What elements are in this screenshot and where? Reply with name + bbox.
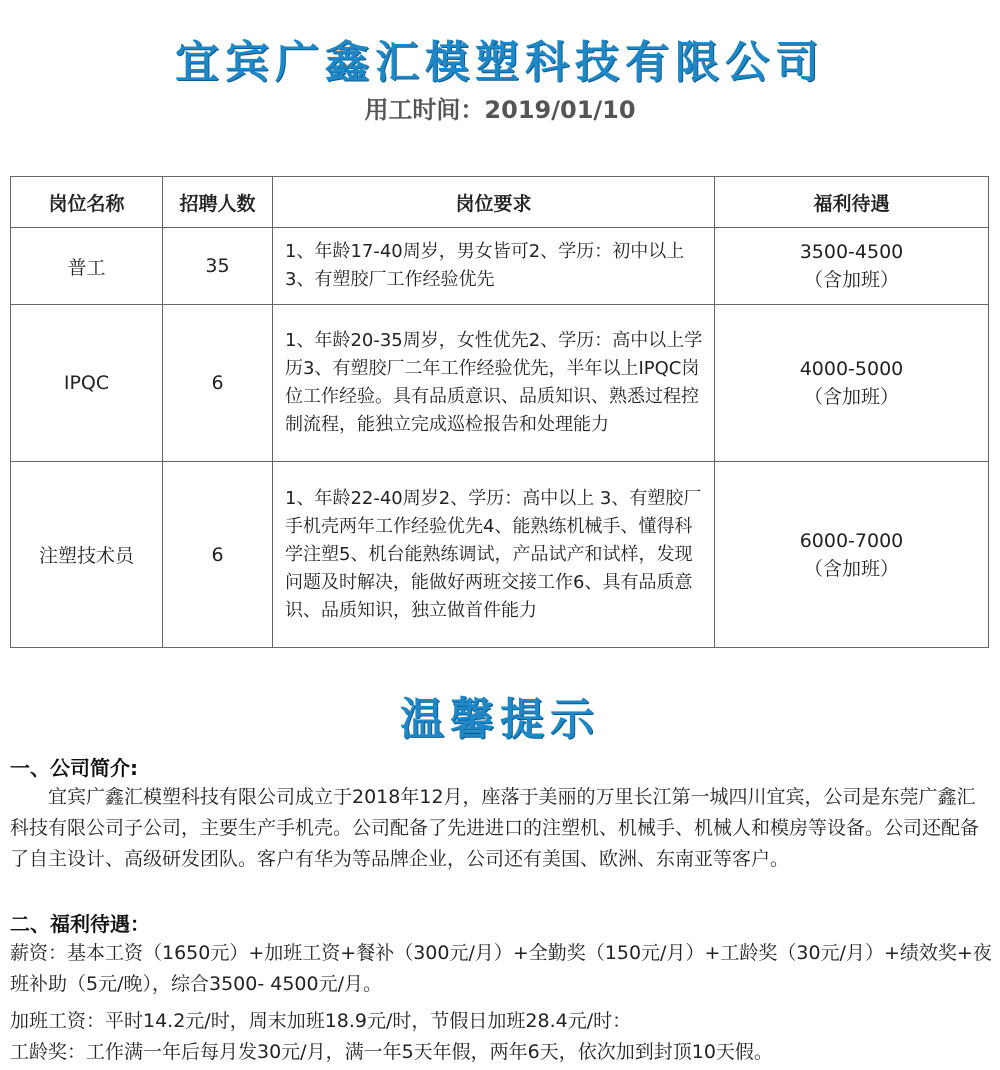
header-salary: 福利待遇 (715, 177, 989, 228)
salary-line: 薪资：基本工资（1650元）+加班工资+餐补（300元/月）+全勤奖（150元/月）+工龄奖（30元/月）+绩效奖+夜班补助（5元/晚），综合3500- 4500元/月。 (10, 942, 992, 995)
table-row (11, 228, 989, 305)
seniority-line: 工龄奖：工作满一年后每月发30元/月，满一年5天年假，两年6天，依次加到封顶10天假。 (10, 1041, 773, 1063)
table-row (11, 305, 989, 462)
count-cell: 6 (163, 305, 273, 462)
tips-title: 温馨提示 (400, 694, 600, 745)
header-count: 招聘人数 (163, 177, 273, 228)
salary-cell (715, 228, 989, 305)
requirement-cell: 1、年龄20-35周岁，女性优先2、学历：高中以上学历3、有塑胶厂二年工作经验优先，半年以上IPQC岗位工作经验。具有品质意识、品质知识、熟悉过程控制流程，能独立完成巡检报告和处理能力 (273, 305, 715, 462)
intro-heading: 一、公司简介: (10, 756, 138, 780)
requirement-cell: 1、年龄22-40周岁2、学历：高中以上 3、有塑胶厂手机壳两年工作经验优先4、能熟练机械手、懂得科学注塑5、机台能熟练调试，产品试产和试样，发现问题及时解决，能做好两班交接工作6、具有品质意识、品质知识，独立做首件能力 (273, 462, 715, 648)
salary-cell (715, 462, 989, 648)
count-cell: 6 (163, 462, 273, 648)
salary-note: （含加班） (803, 269, 899, 291)
benefit-heading: 二、福利待遇： (10, 912, 150, 936)
position-cell: 普工 (11, 228, 163, 305)
salary-cell (715, 305, 989, 462)
overtime-line: 加班工资：平时14.2元/时，周末加班18.9元/时，节假日加班28.4元/时： (10, 1010, 632, 1032)
company-title: 宜宾广鑫汇模塑科技有限公司 (175, 37, 825, 88)
header-position: 岗位名称 (11, 177, 163, 228)
position-cell: 注塑技术员 (11, 462, 163, 648)
count-cell: 35 (163, 228, 273, 305)
salary-range: 4000-5000 (799, 358, 904, 380)
header-requirement: 岗位要求 (273, 177, 715, 228)
salary-note: （含加班） (803, 557, 899, 580)
intro-text: 宜宾广鑫汇模塑科技有限公司成立于2018年12月，座落于美丽的万里长江第一城四川宜宾，公司是东莞广鑫汇科技有限公司子公司，主要生产手机壳。公司配备了先进进口的注塑机、机械手、机械人和模房等设备。公司还配备了自主设计、高级研发团队。客户有华为等品牌企业，公司还有美国、欧洲、东南亚等客户。 (10, 786, 980, 870)
table-header-row (11, 177, 989, 228)
job-table (10, 176, 989, 648)
salary-range: 6000-7000 (799, 529, 904, 552)
salary-note: （含加班） (803, 386, 899, 408)
salary-range: 3500-4500 (799, 241, 904, 263)
requirement-cell: 1、年龄17-40周岁，男女皆可2、学历：初中以上3、有塑胶厂工作经验优先 (273, 228, 715, 305)
work-time: 用工时间：2019/01/10 (364, 96, 636, 124)
position-cell: IPQC (11, 305, 163, 462)
table-row (11, 462, 989, 648)
